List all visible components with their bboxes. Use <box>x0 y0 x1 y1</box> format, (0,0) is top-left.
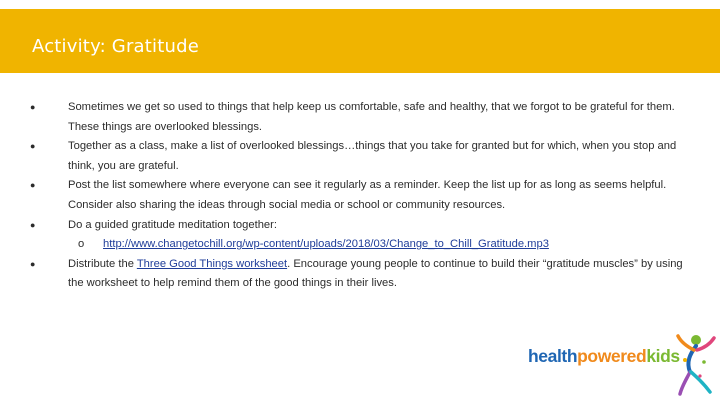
bullet-text: Post the list somewhere where everyone can see it regularly as a reminder. Keep the list up for as long as seems helpful. Consider also sharing the ideas through social media or school or community resources. <box>68 179 667 211</box>
logo-word-powered: powered <box>577 346 647 366</box>
bullet-item-post-list <box>28 176 692 215</box>
bullet-text-before: Distribute the <box>68 257 137 270</box>
sub-bullet-marker-icon: o <box>78 238 85 251</box>
jumping-kid-icon <box>676 332 716 398</box>
bullet-item-overlooked-blessings <box>28 98 692 137</box>
logo-wordmark <box>528 346 680 366</box>
sub-bullet <box>68 235 692 255</box>
bullet-item-class-list <box>28 137 692 176</box>
logo-word-kids: kids <box>646 346 680 366</box>
bullet-item-worksheet <box>28 255 692 294</box>
bullet-dot-icon: ● <box>30 141 36 152</box>
bullet-dot-icon: ● <box>30 258 36 269</box>
bullet-text: Together as a class, make a list of overlooked blessings…things that you take for granted but for which, when you stop and think, you are grateful. <box>68 140 677 172</box>
bullet-text-after: . Encourage young people to continue to build their “gratitude muscles” by using the worksheet to help remind them of the good things in their lives. <box>68 257 683 290</box>
bullet-text: Do a guided gratitude meditation together: <box>68 218 277 231</box>
meditation-audio-link[interactable]: http://www.changetochill.org/wp-content/uploads/2018/03/Change_to_Chill_Gratitude.mp3 <box>103 238 549 251</box>
bullet-dot-icon: ● <box>30 219 36 230</box>
healthpoweredkids-logo <box>528 332 713 398</box>
bullet-dot-icon: ● <box>30 102 36 112</box>
slide-title: Activity: Gratitude <box>32 36 199 57</box>
bullet-list <box>28 98 692 294</box>
logo-word-health: health <box>528 346 578 366</box>
bullet-text: Sometimes we get so used to things that help keep us comfortable, safe and healthy, that we forgot to be grateful for them. These things are overlooked blessings. <box>68 101 675 133</box>
worksheet-link[interactable]: Three Good Things worksheet <box>136 257 288 270</box>
bullet-dot-icon: ● <box>30 180 36 191</box>
bullet-item-meditation <box>28 216 692 255</box>
